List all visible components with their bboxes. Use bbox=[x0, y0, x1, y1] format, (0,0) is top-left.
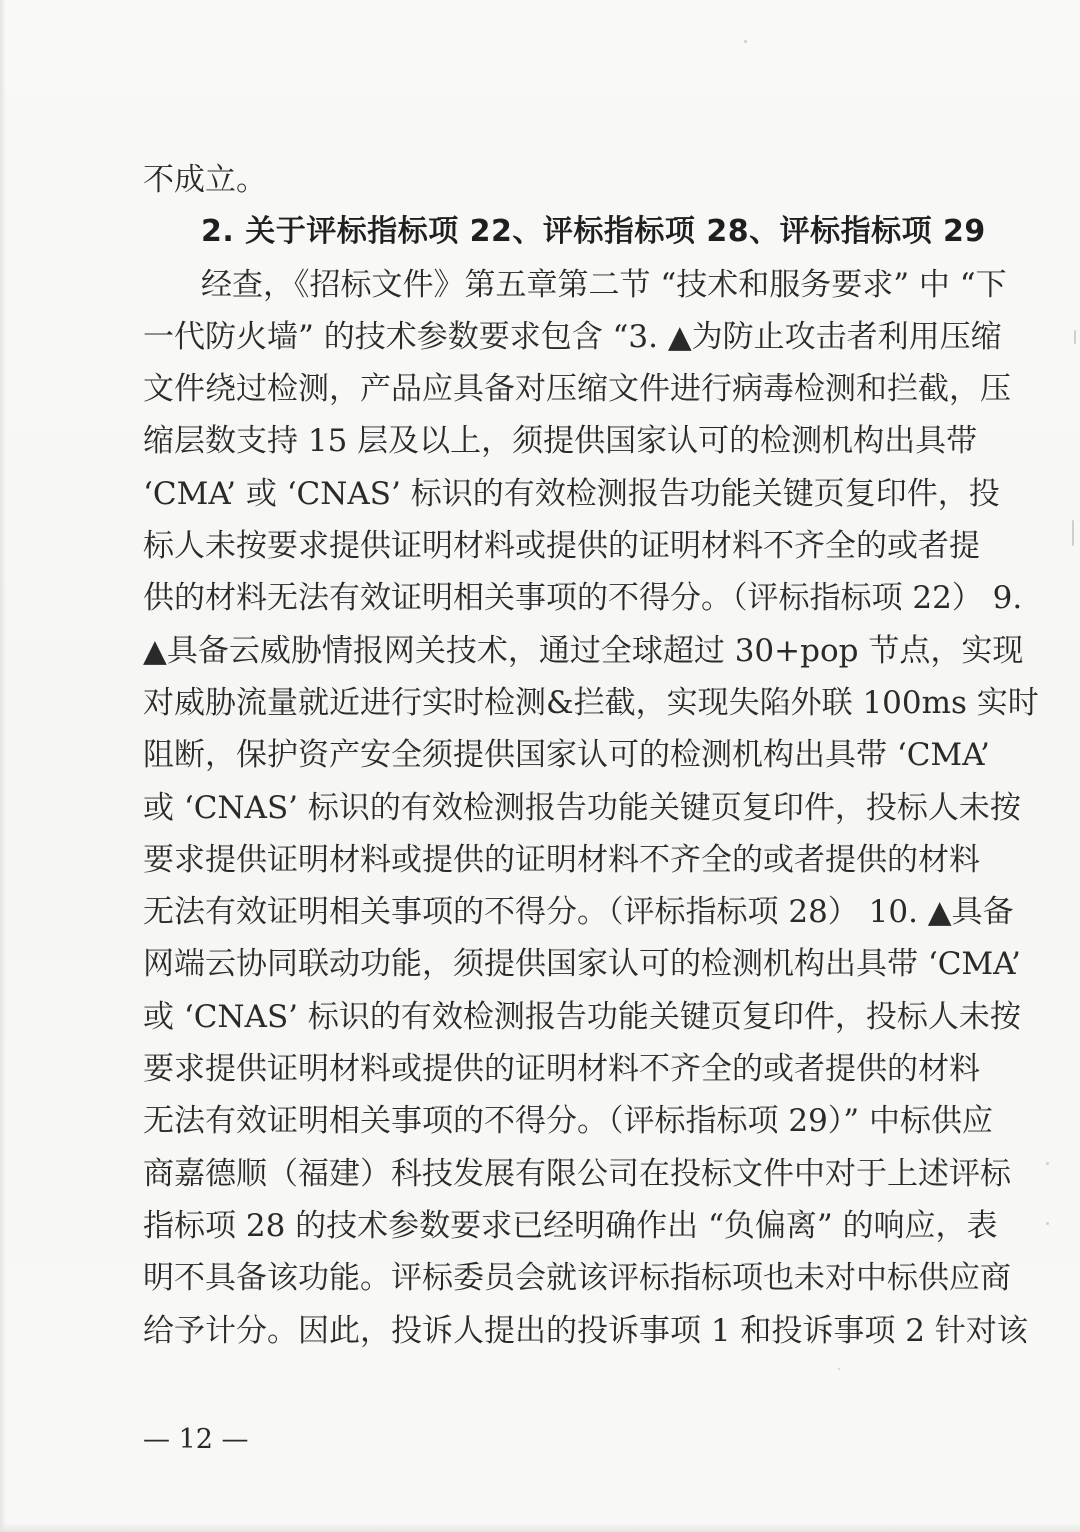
scan-speck bbox=[1074, 330, 1076, 344]
scan-edge-left bbox=[0, 0, 6, 1532]
text-line: 缩层数支持 15 层及以上，须提供国家认可的检测机构出具带 bbox=[143, 423, 978, 460]
scan-speck bbox=[1046, 1162, 1049, 1165]
text-line: 或 ‘CNAS’ 标识的有效检测报告功能关键页复印件，投标人未按 bbox=[143, 789, 1021, 826]
text-line: 一代防火墙” 的技术参数要求包含 “3. ▲为防止攻击者利用压缩 bbox=[143, 318, 1002, 355]
document-body bbox=[143, 154, 1039, 1357]
text-line: 商嘉德顺（福建）科技发展有限公司在投标文件中对于上述评标 bbox=[143, 1155, 1011, 1192]
scan-edge-bottom bbox=[0, 1522, 1080, 1532]
scan-speck bbox=[744, 40, 747, 43]
scan-speck bbox=[838, 1368, 840, 1370]
text-line: 标人未按要求提供证明材料或提供的证明材料不齐全的或者提 bbox=[143, 528, 980, 565]
text-line: 经查，《招标文件》第五章第二节 “技术和服务要求” 中 “下 bbox=[201, 266, 1007, 303]
text-line: 网端云协同联动功能，须提供国家认可的检测机构出具带 ‘CMA’ bbox=[143, 946, 1021, 983]
text-line: 对威胁流量就近进行实时检测&拦截，实现失陷外联 100ms 实时 bbox=[143, 684, 1039, 721]
text-line: ▲具备云威胁情报网关技术，通过全球超过 30+pop 节点，实现 bbox=[143, 632, 1024, 669]
text-line: 要求提供证明材料或提供的证明材料不齐全的或者提供的材料 bbox=[143, 841, 980, 878]
text-line: 给予计分。因此，投诉人提出的投诉事项 1 和投诉事项 2 针对该 bbox=[143, 1312, 1028, 1349]
section-heading: 2. 关于评标指标项 22、评标指标项 28、评标指标项 29 bbox=[201, 214, 986, 250]
scan-speck bbox=[1072, 520, 1074, 546]
text-line: 无法有效证明相关事项的不得分。（评标指标项 28） 10. ▲具备 bbox=[143, 894, 1014, 931]
page-number: — 12 — bbox=[143, 1424, 249, 1455]
text-line: 文件绕过检测，产品应具备对压缩文件进行病毒检测和拦截，压 bbox=[143, 371, 1011, 408]
text-line: 不成立。 bbox=[143, 162, 267, 198]
text-line: 指标项 28 的技术参数要求已经明确作出 “负偏离” 的响应，表 bbox=[143, 1207, 998, 1244]
text-line: 要求提供证明材料或提供的证明材料不齐全的或者提供的材料 bbox=[143, 1051, 980, 1088]
text-line: 或 ‘CNAS’ 标识的有效检测报告功能关键页复印件，投标人未按 bbox=[143, 998, 1021, 1035]
text-line: 明不具备该功能。评标委员会就该评标指标项也未对中标供应商 bbox=[143, 1260, 1011, 1297]
text-line: ‘CMA’ 或 ‘CNAS’ 标识的有效检测报告功能关键页复印件，投 bbox=[143, 475, 1000, 512]
scan-speck bbox=[1046, 1222, 1049, 1225]
text-line: 供的材料无法有效证明相关事项的不得分。（评标指标项 22） 9. bbox=[143, 580, 1023, 617]
text-line: 阻断，保护资产安全须提供国家认可的检测机构出具带 ‘CMA’ bbox=[143, 737, 990, 774]
text-line: 无法有效证明相关事项的不得分。（评标指标项 29）” 中标供应 bbox=[143, 1103, 993, 1140]
